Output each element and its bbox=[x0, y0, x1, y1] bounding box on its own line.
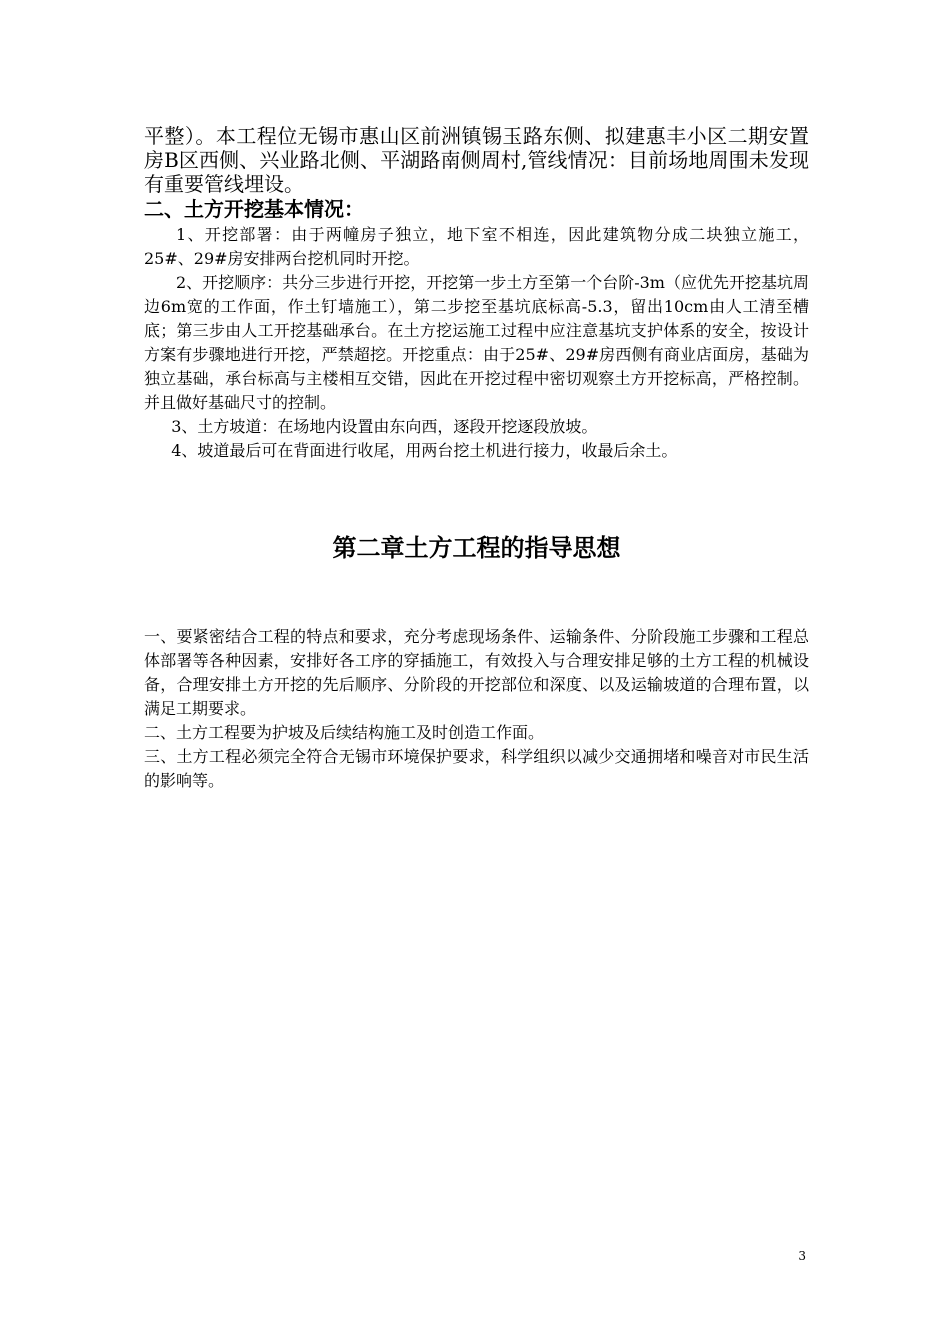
intro-block bbox=[144, 124, 809, 196]
page-number: 3 bbox=[798, 1249, 806, 1263]
section-item-4: 4、坡道最后可在背面进行收尾，用两台挖土机进行接力，收最后余土。 bbox=[171, 441, 678, 460]
guideline-item-2: 二、土方工程要为护坡及后续结构施工及时创造工作面。 bbox=[144, 723, 545, 742]
section-item-2: 2、开挖顺序：共分三步进行开挖，开挖第一步土方至第一个台阶-3m（应优先开挖基坑周边6m宽的工作面，作土钉墙施工），第二步挖至基坑底标高-5.3，留出10cm由人工清至槽底；第三步由人工开挖基础承台。在土方挖运施工过程中应注意基坑支护体系的安全，按设计方案有步骤地进行开挖，严禁超挖。开挖重点：由于25#、29#房西侧有商业店面房，基础为独立基础，承台标高与主楼相互交错，因此在开挖过程中密切观察土方开挖标高，严格控制。并且做好基础尺寸的控制。 bbox=[144, 273, 809, 412]
section-heading: 二、土方开挖基本情况： bbox=[144, 197, 364, 221]
guideline-item-1: 一、要紧密结合工程的特点和要求，充分考虑现场条件、运输条件、分阶段施工步骤和工程总体部署等各种因素，安排好各工序的穿插施工，有效投入与合理安排足够的土方工程的机械设备，合理安排土方开挖的先后顺序、分阶段的开挖部位和深度、以及运输坡道的合理布置，以满足工期要求。 bbox=[144, 627, 809, 718]
guideline-item-3: 三、土方工程必须完全符合无锡市环境保护要求，科学组织以减少交通拥堵和噪音对市民生活的影响等。 bbox=[144, 747, 809, 790]
intro-paragraph: 平整）。本工程位无锡市惠山区前洲镇锡玉路东侧、拟建惠丰小区二期安置房B区西侧、兴业路北侧、平湖路南侧周村,管线情况：目前场地周围未发现有重要管线埋设。 bbox=[144, 124, 809, 196]
section-item-3: 3、土方坡道：在场地内设置由东向西，逐段开挖逐段放坡。 bbox=[171, 417, 598, 436]
chapter-2-block bbox=[144, 625, 809, 793]
section-item-1: 1、开挖部署：由于两幢房子独立，地下室不相连，因此建筑物分成二块独立施工，25#、29#房安排两台挖机同时开挖。 bbox=[144, 225, 809, 268]
chapter-title: 第二章土方工程的指导思想 bbox=[332, 534, 621, 562]
section-2-block bbox=[144, 197, 809, 463]
